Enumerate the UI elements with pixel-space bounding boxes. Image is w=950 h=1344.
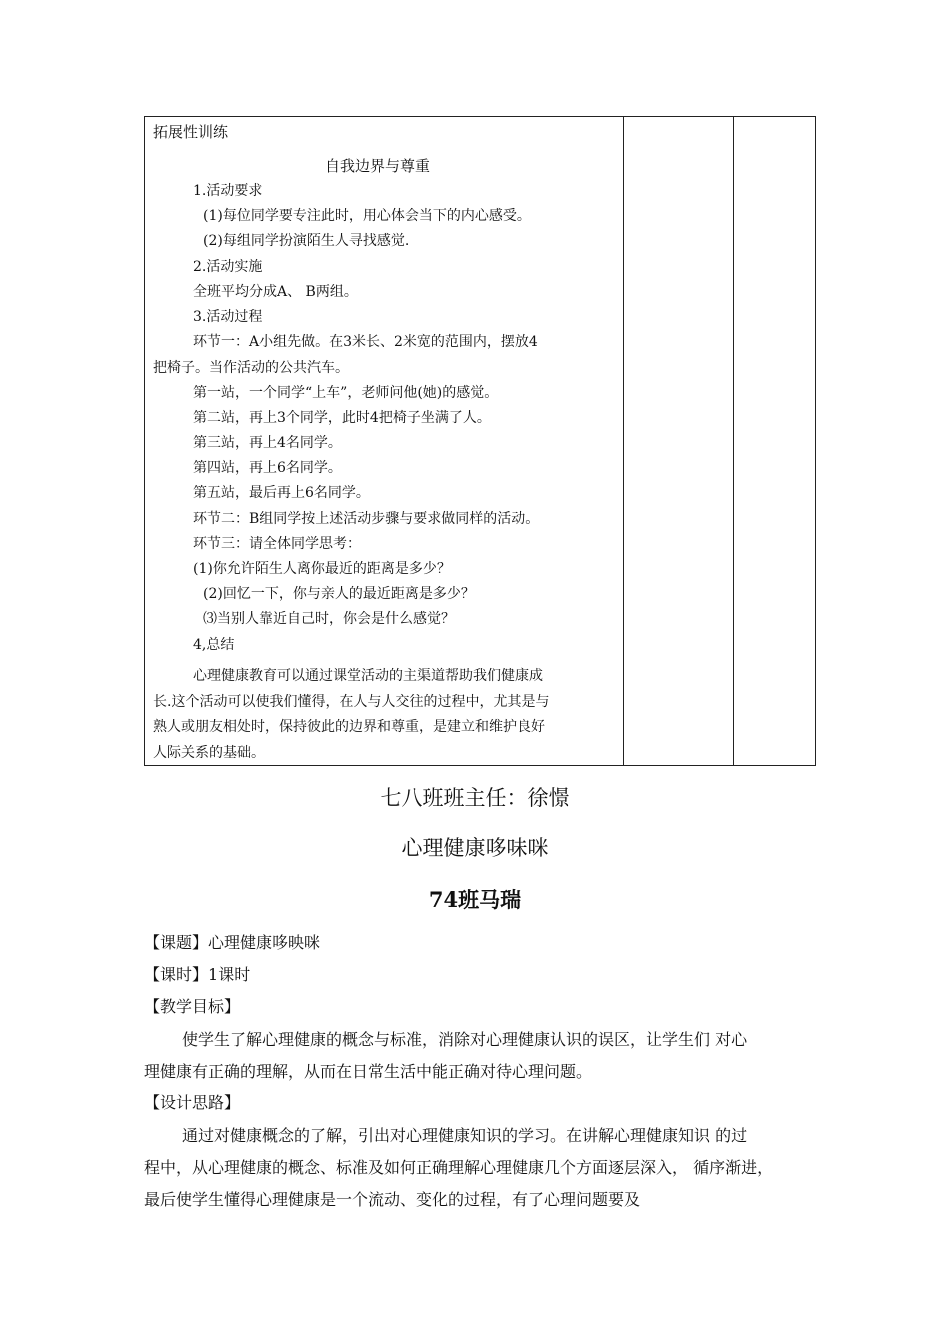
table-line: 2.活动实施 xyxy=(193,259,263,275)
table-line: 环节二：B组同学按上述活动步骤与要求做同样的活动。 xyxy=(193,511,540,527)
goal-text: 使学生了解心理健康的概念与标准，消除对心理健康认识的误区，让学生们 对心 xyxy=(182,1030,748,1049)
design-text: 最后使学生懂得心理健康是一个流动、变化的过程，有了心理问题要及 xyxy=(144,1190,641,1209)
table-line: ⑶当别人靠近自己时，你会是什么感觉？ xyxy=(203,611,455,627)
activity-title: 自我边界与尊重 xyxy=(325,157,431,175)
table-line: 长.这个活动可以使我们懂得，在人与人交往的过程中，尤其是与 xyxy=(153,694,550,710)
design-text: 程中，从心理健康的概念、标准及如何正确理解心理健康几个方面逐层深入， 循序渐进， xyxy=(144,1158,774,1177)
table-line: 第三站，再上4名同学。 xyxy=(193,435,342,451)
topic-row xyxy=(144,930,320,953)
table-column-divider xyxy=(623,117,624,765)
table-header-label: 拓展性训练 xyxy=(153,123,229,141)
class-author: 74班马瑞 xyxy=(428,887,522,912)
table-line: 人际关系的基础。 xyxy=(153,745,265,761)
activity-cell xyxy=(145,117,623,765)
period-tag: 【课时】 xyxy=(144,965,209,984)
teacher-line: 七八班班主任：徐憬 xyxy=(380,786,570,810)
topic-tag: 【课题】 xyxy=(144,933,209,952)
table-line: (1)每位同学要专注此时，用心体会当下的内心感受。 xyxy=(203,208,531,224)
table-line: 全班平均分成A、 B两组。 xyxy=(193,284,358,300)
design-text: 通过对健康概念的了解，引出对心理健康知识的学习。在讲解心理健康知识 的过 xyxy=(182,1126,748,1145)
goal-text: 理健康有正确的理解，从而在日常生活中能正确对待心理问题。 xyxy=(144,1062,593,1081)
period-value: 1课时 xyxy=(208,965,251,984)
table-line: (2)每组同学扮演陌生人寻找感觉. xyxy=(203,233,410,249)
goal-heading: 【教学目标】 xyxy=(144,997,241,1016)
table-line: 熟人或朋友相处时，保持彼此的边界和尊重，是建立和维护良好 xyxy=(153,719,545,735)
table-line: 第一站，一个同学“上车”，老师问他(她)的感觉。 xyxy=(193,385,499,401)
design-heading: 【设计思路】 xyxy=(144,1093,241,1112)
table-line: 3.活动过程 xyxy=(193,309,263,325)
table-line: 环节三：请全体同学思考： xyxy=(193,536,361,552)
table-line: 心理健康教育可以通过课堂活动的主渠道帮助我们健康成 xyxy=(193,668,543,684)
table-column-divider xyxy=(733,117,734,765)
table-line: 第五站，最后再上6名同学。 xyxy=(193,485,370,501)
table-line: 环节一：A小组先做。在3米长、2米宽的范围内，摆放4 xyxy=(193,334,538,350)
table-line: 4,总结 xyxy=(193,637,235,653)
table-line: 第二站，再上3个同学，此时4把椅子坐满了人。 xyxy=(193,410,491,426)
table-line: (1)你允许陌生人离你最近的距离是多少？ xyxy=(193,561,451,577)
table-line: 第四站，再上6名同学。 xyxy=(193,460,342,476)
lesson-title: 心理健康哆味咪 xyxy=(401,836,549,860)
table-line: 把椅子。当作活动的公共汽车。 xyxy=(153,360,349,376)
period-row xyxy=(144,962,250,985)
activity-table xyxy=(144,116,816,766)
table-line: (2)回忆一下，你与亲人的最近距离是多少？ xyxy=(203,586,475,602)
table-line: 1.活动要求 xyxy=(193,183,263,199)
topic-value: 心理健康哆映咪 xyxy=(208,933,321,952)
